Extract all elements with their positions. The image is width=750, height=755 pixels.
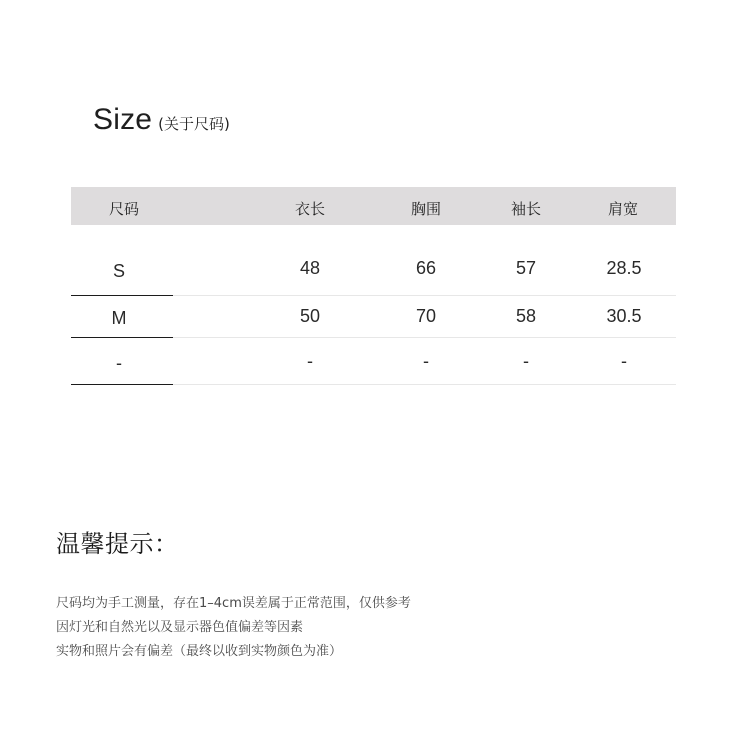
table-cell: 30.5	[606, 306, 642, 326]
header-sleeve: 袖长	[510, 200, 542, 218]
table-cell: -	[523, 351, 529, 371]
size-title-subtitle: (关于尺码)	[158, 115, 230, 133]
size-column-rule	[71, 384, 173, 385]
table-cell-size: S	[112, 261, 126, 281]
header-bust: 胸围	[410, 200, 442, 218]
table-cell: 28.5	[606, 258, 642, 278]
size-guide-title	[93, 103, 230, 137]
table-cell: 57	[515, 258, 537, 278]
table-cell-size: -	[116, 353, 122, 373]
tip-line: 尺码均为手工测量，存在1–4cm误差属于正常范围，仅供参考	[56, 596, 411, 611]
table-cell-size: M	[111, 308, 127, 328]
tip-line: 实物和照片会有偏差（最终以收到实物颜色为准）	[56, 644, 343, 659]
table-cell: -	[307, 351, 313, 371]
table-cell: -	[423, 351, 429, 371]
table-cell: -	[621, 351, 627, 371]
table-row	[71, 338, 676, 385]
table-row	[71, 225, 676, 296]
table-cell: 58	[515, 306, 537, 326]
table-cell: 70	[415, 306, 437, 326]
table-header-row	[71, 187, 676, 225]
header-size: 尺码	[108, 200, 140, 218]
tips-body	[56, 592, 411, 664]
tips-heading: 温馨提示：	[56, 530, 179, 558]
table-cell: 50	[299, 306, 321, 326]
table-row	[71, 296, 676, 338]
tip-line: 因灯光和自然光以及显示器色值偏差等因素	[56, 620, 304, 635]
table-cell: 48	[299, 258, 321, 278]
header-shoulder: 肩宽	[607, 200, 639, 218]
header-length: 衣长	[294, 200, 326, 218]
size-title-main: Size	[93, 103, 153, 136]
size-chart-table	[71, 187, 676, 385]
table-cell: 66	[415, 258, 437, 278]
